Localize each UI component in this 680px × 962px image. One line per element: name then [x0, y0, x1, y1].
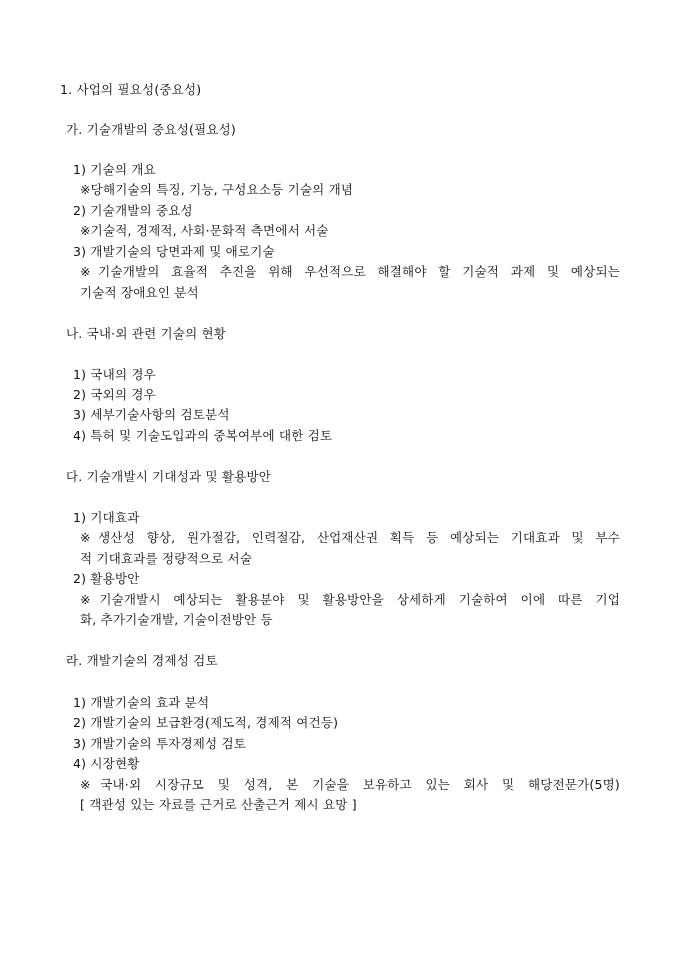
list-item: 3) 개발기술의 당면과제 및 애로기술	[73, 244, 275, 259]
section-title: 1. 사업의 필요성(중요성)	[60, 82, 202, 97]
note-item: ※국내·외 시장규모 및 성격, 본 기술을 보유하고 있는 회사 및 해당전문가(5명)	[80, 777, 620, 792]
list-item: 1) 기대효과	[73, 510, 140, 525]
subsection-heading-na: 나. 국내·외 관련 기술의 현황	[66, 326, 227, 341]
list-item: 1) 개발기술의 효과 분석	[73, 695, 210, 710]
note-item: ※기술개발의 효율적 추진을 위해 우선적으로 해결해야 할 기술적 과제 및 예상되는	[80, 264, 620, 279]
subsection-heading-da: 다. 기술개발시 기대성과 및 활용방안	[66, 469, 271, 484]
note-item-continued: 기술적 장애요인 분석	[80, 285, 199, 300]
list-item: 4) 시장현황	[73, 756, 140, 771]
note-item: ※기술적, 경제적, 사회·문화적 측면에서 서술	[80, 223, 329, 238]
note-item: ※생산성 향상, 원가절감, 인력절감, 산업재산권 획득 등 예상되는 기대효과 및 부수	[80, 530, 620, 545]
list-item: 4) 특허 및 기술도입과의 중복여부에 대한 검토	[73, 428, 333, 443]
subsection-heading-ga: 가. 기술개발의 중요성(필요성)	[66, 122, 236, 137]
list-item: 2) 국외의 경우	[73, 387, 156, 402]
note-item: ※당해기술의 특징, 기능, 구성요소등 기술의 개념	[80, 182, 354, 197]
note-item: ※기술개발시 예상되는 활용분야 및 활용방안을 상세하게 기술하여 이에 따른 기업	[80, 592, 620, 607]
list-item: 2) 개발기술의 보급환경(제도적, 경제적 여건등)	[73, 715, 339, 730]
list-item: 1) 국내의 경우	[73, 367, 156, 382]
list-item: 3) 세부기술사항의 검토분석	[73, 407, 230, 422]
note-item-continued: 적 기대효과를 정량적으로 서술	[80, 551, 253, 566]
list-item: 1) 기술의 개요	[73, 162, 156, 177]
list-item: 2) 활용방안	[73, 571, 140, 586]
note-item-continued: 화, 추가기술개발, 기술이전방안 등	[80, 612, 273, 627]
bracket-note: [ 객관성 있는 자료를 근거로 산출근거 제시 요망 ]	[80, 797, 357, 812]
subsection-heading-ra: 라. 개발기술의 경제성 검토	[66, 653, 218, 668]
list-item: 3) 개발기술의 투자경제성 검토	[73, 736, 247, 751]
list-item: 2) 기술개발의 중요성	[73, 203, 193, 218]
